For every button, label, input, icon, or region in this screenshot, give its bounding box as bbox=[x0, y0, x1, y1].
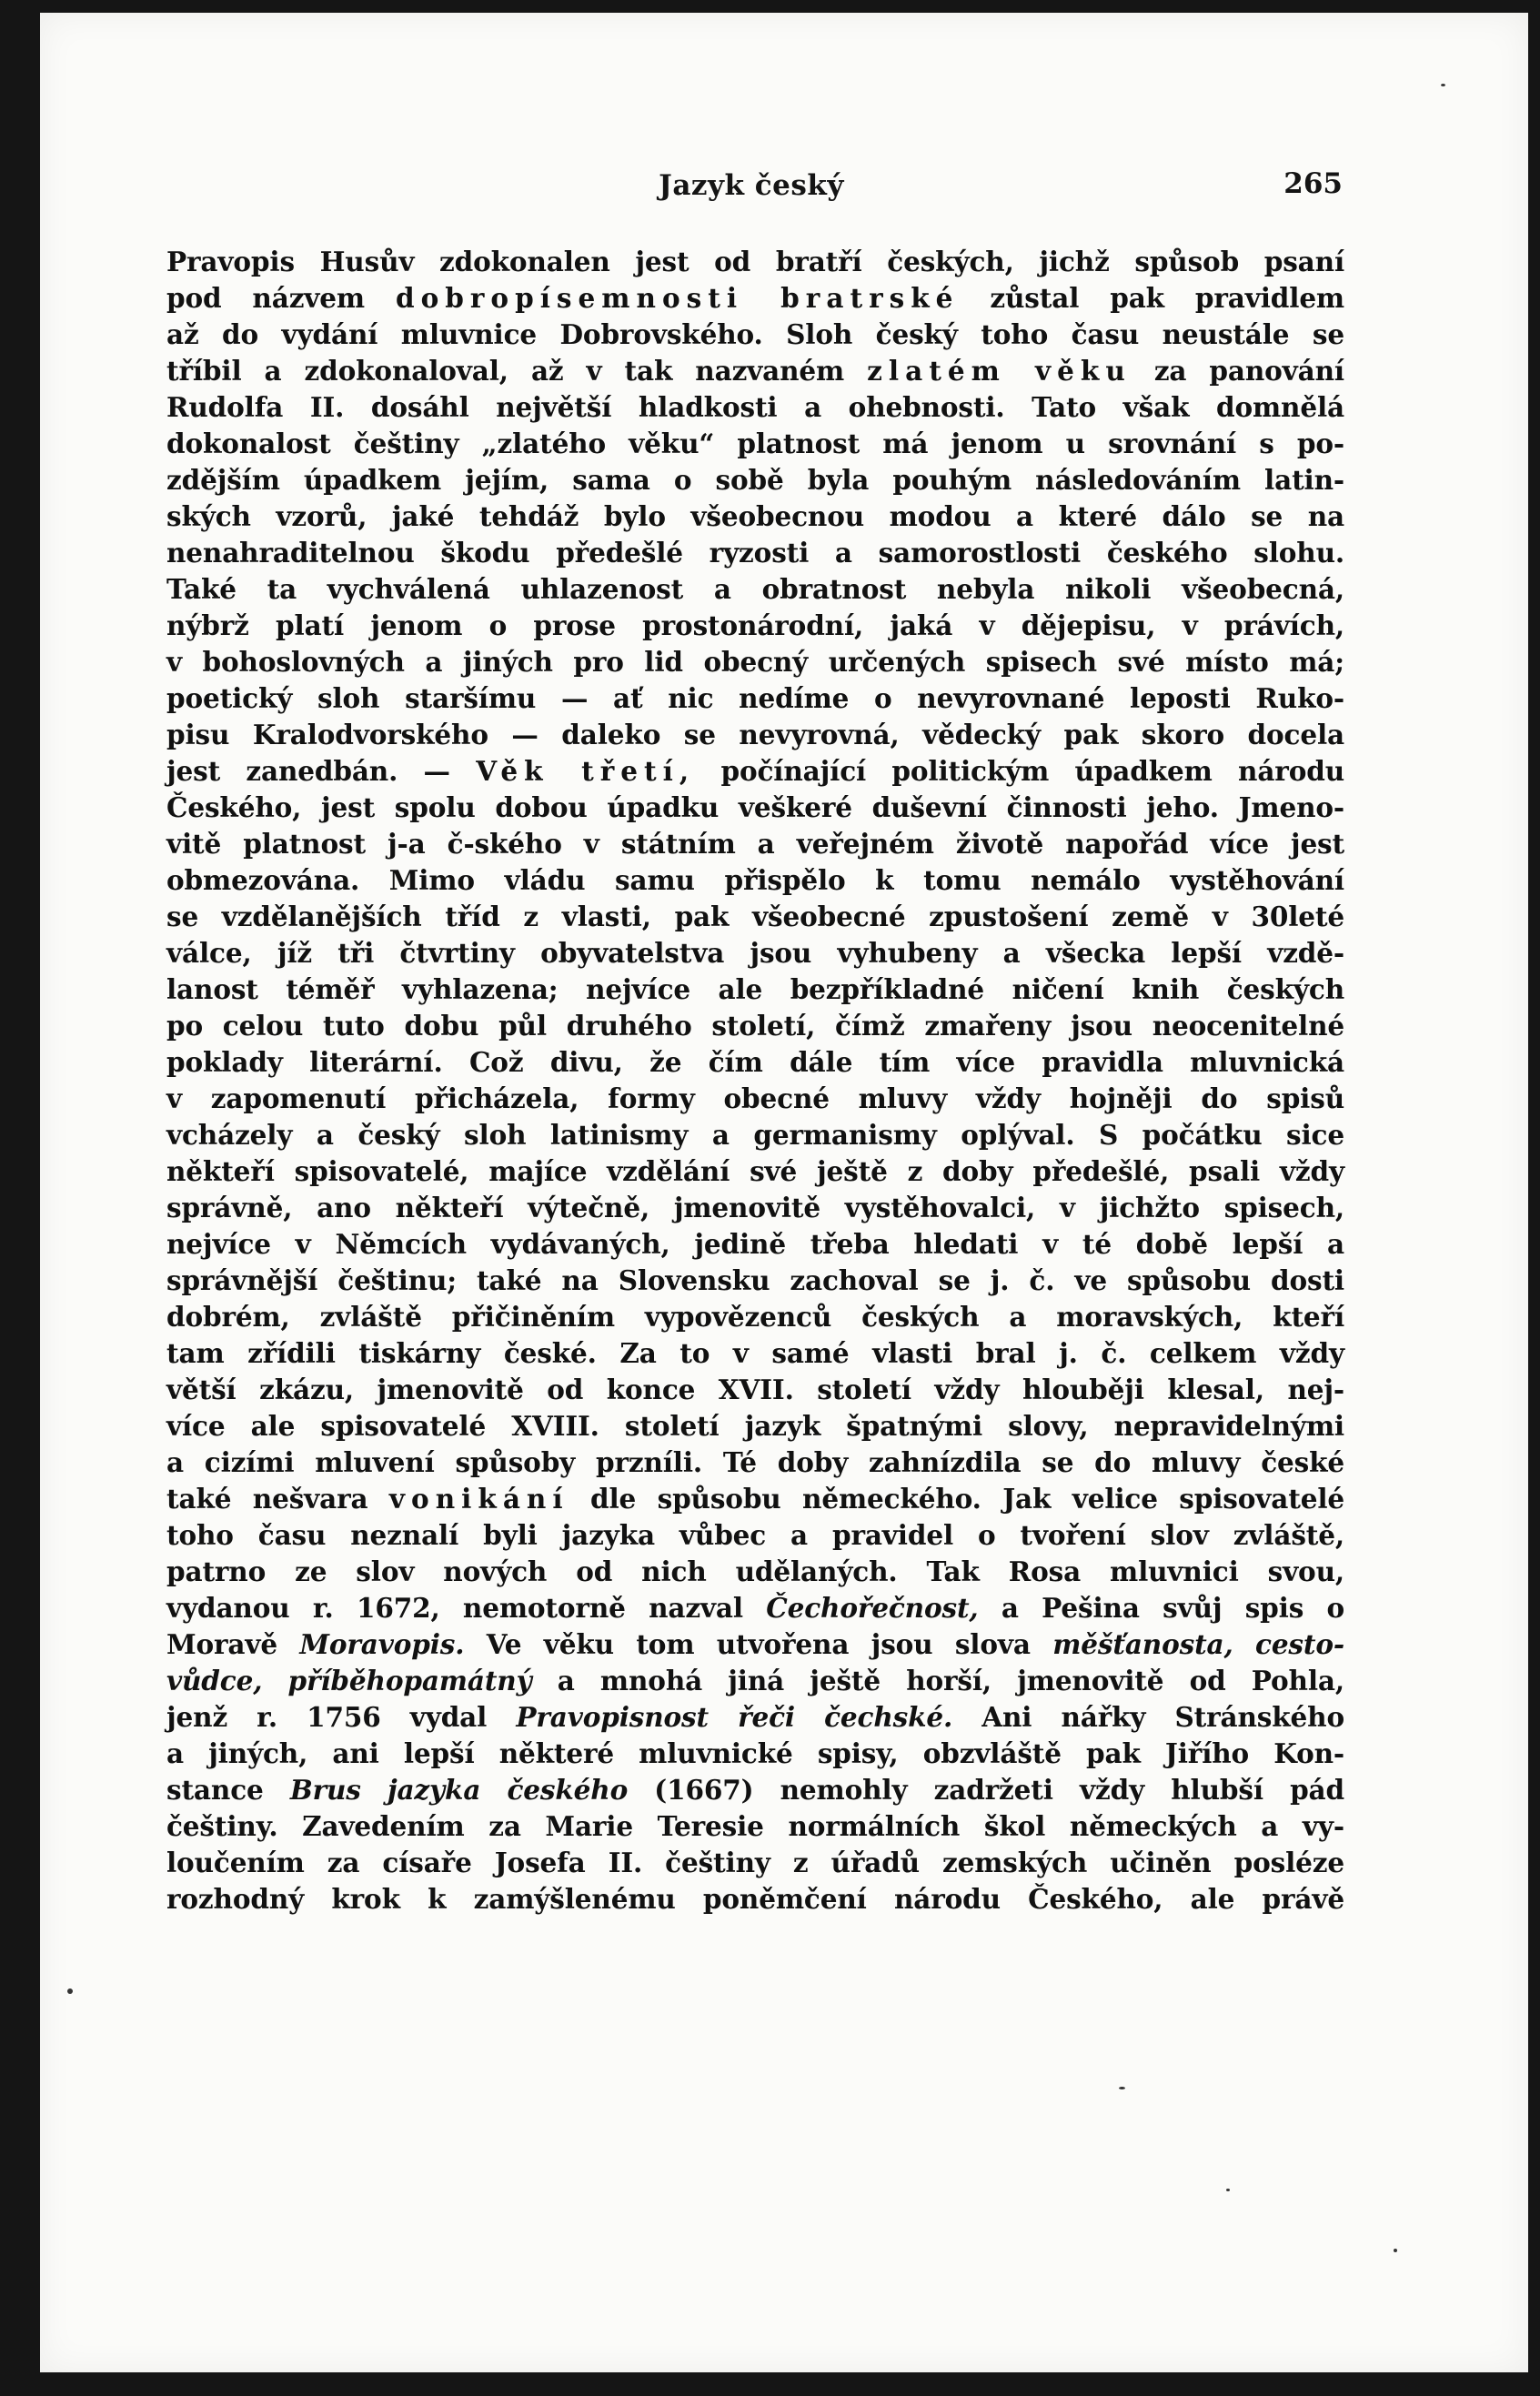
text-segment: lanost téměř vyhlazena; nejvíce ale bezpříkladné ničení knih českých bbox=[166, 973, 1344, 1005]
spaced-emphasis: Věk třetí, bbox=[476, 755, 696, 787]
text-segment: válce, jíž tři čtvrtiny obyvatelstva jsou vyhubeny a všecka lepší vzdě- bbox=[166, 937, 1344, 969]
text-line bbox=[166, 1190, 1344, 1226]
text-line bbox=[166, 1263, 1344, 1299]
spaced-emphasis: zlatém věku bbox=[867, 355, 1132, 387]
text-line bbox=[166, 1372, 1344, 1408]
text-line bbox=[166, 899, 1344, 935]
text-segment: dokonalost češtiny „zlatého věku“ platnost má jenom u srovnání s po- bbox=[166, 428, 1344, 459]
text-line bbox=[166, 1299, 1344, 1335]
text-segment: správně, ano někteří výtečně, jmenovitě vystěhovalci, v jichžto spisech, bbox=[166, 1192, 1344, 1223]
text-line bbox=[166, 790, 1344, 826]
text-segment: Také ta vychválená uhlazenost a obratnost nebyla nikoli všeobecná, bbox=[166, 573, 1344, 605]
page-speck bbox=[1119, 2087, 1125, 2089]
text-segment: Rudolfa II. dosáhl největší hladkosti a ohebnosti. Tato však domnělá bbox=[166, 391, 1344, 423]
text-segment: Ve věku tom utvořena jsou slova bbox=[464, 1628, 1053, 1660]
text-line bbox=[166, 826, 1344, 862]
text-segment: a mnohá jiná ještě horší, jmenovitě od Pohla, bbox=[531, 1665, 1344, 1696]
text-segment: až do vydání mluvnice Dobrovského. Sloh český toho času neustále se bbox=[166, 318, 1344, 350]
text-line bbox=[166, 426, 1344, 462]
text-line bbox=[166, 1044, 1344, 1081]
text-segment: Českého, jest spolu dobou úpadku veškeré duševní činnosti jeho. Jmeno- bbox=[166, 791, 1344, 823]
text-line bbox=[166, 680, 1344, 717]
text-line bbox=[166, 1881, 1344, 1918]
text-line bbox=[166, 1481, 1344, 1517]
text-segment: nýbrž platí jenom o prose prostonárodní, jaká v dějepisu, v právích, bbox=[166, 609, 1344, 641]
text-line bbox=[166, 1590, 1344, 1626]
text-line bbox=[166, 389, 1344, 426]
text-segment: někteří spisovatelé, majíce vzdělání své ještě z doby předešlé, psali vždy bbox=[166, 1155, 1344, 1187]
text-line bbox=[166, 1663, 1344, 1699]
text-line bbox=[166, 1226, 1344, 1263]
page-speck bbox=[1226, 2189, 1230, 2191]
text-segment: stance bbox=[166, 1774, 290, 1806]
text-line bbox=[166, 644, 1344, 680]
body-text bbox=[166, 244, 1344, 1918]
text-segment: poetický sloh staršímu — ať nic nedíme o nevyrovnané leposti Ruko- bbox=[166, 682, 1344, 714]
text-segment: za panování bbox=[1131, 355, 1344, 387]
running-head bbox=[160, 156, 1343, 211]
page-number: 265 bbox=[1283, 167, 1343, 200]
text-segment: tam zřídili tiskárny české. Za to v samé vlasti bral j. č. celkem vždy bbox=[166, 1337, 1344, 1369]
spaced-emphasis: vonikání bbox=[388, 1483, 569, 1515]
text-line bbox=[166, 1081, 1344, 1117]
text-segment: toho času neznalí byli jazyka vůbec a pravidel o tvoření slov zvláště, bbox=[166, 1519, 1344, 1551]
text-line bbox=[166, 317, 1344, 353]
text-segment: správnější češtinu; také na Slovensku zachoval se j. č. ve spůsobu dosti bbox=[166, 1264, 1344, 1296]
text-segment: obmezována. Mimo vládu samu přispělo k tomu nemálo vystěhování bbox=[166, 864, 1344, 896]
text-line bbox=[166, 935, 1344, 971]
text-line bbox=[166, 280, 1344, 317]
text-segment: pod názvem bbox=[166, 282, 396, 314]
italic-title: Moravopis. bbox=[299, 1628, 465, 1660]
text-line bbox=[166, 862, 1344, 899]
text-segment: ských vzorů, jaké tehdáž bylo všeobecnou modou a které dálo se na bbox=[166, 500, 1344, 532]
text-line bbox=[166, 498, 1344, 535]
text-segment: a jiných, ani lepší některé mluvnické spisy, obzvláště pak Jiřího Kon- bbox=[166, 1737, 1344, 1769]
text-line bbox=[166, 1626, 1344, 1663]
text-line bbox=[166, 1117, 1344, 1153]
text-segment: poklady literární. Což divu, že čím dále tím více pravidla mluvnická bbox=[166, 1046, 1344, 1078]
text-line bbox=[166, 1153, 1344, 1190]
page-speck bbox=[1394, 2249, 1397, 2252]
italic-title: měšťanosta, cesto- bbox=[1052, 1628, 1344, 1660]
text-segment: počínající politickým úpadkem národu bbox=[695, 755, 1345, 787]
text-line bbox=[166, 971, 1344, 1008]
text-segment: Moravě bbox=[166, 1628, 300, 1660]
text-segment: dle spůsobu německého. Jak velice spisovatelé bbox=[569, 1483, 1344, 1515]
text-segment: češtiny. Zavedením za Marie Teresie normálních škol německých a vy- bbox=[166, 1810, 1344, 1842]
text-segment: po celou tuto dobu půl druhého století, čímž zmařeny jsou neocenitelné bbox=[166, 1010, 1344, 1042]
text-segment: patrno ze slov nových od nich udělaných. Tak Rosa mluvnici svou, bbox=[166, 1555, 1344, 1587]
text-line bbox=[166, 1699, 1344, 1736]
text-line bbox=[166, 1008, 1344, 1044]
text-line bbox=[166, 1408, 1344, 1445]
text-segment: zdějším úpadkem jejím, sama o sobě byla pouhým následováním latin- bbox=[166, 464, 1344, 496]
italic-title: vůdce, příběhopamátný bbox=[166, 1665, 532, 1696]
spaced-emphasis: dobropísemnosti bratrské bbox=[395, 282, 960, 314]
text-segment: vitě platnost j-a č-ského v státním a veřejném životě napořád více jest bbox=[166, 828, 1344, 860]
text-line bbox=[166, 535, 1344, 571]
text-line bbox=[166, 1335, 1344, 1372]
text-line bbox=[166, 462, 1344, 498]
text-segment: Pravopis Husův zdokonalen jest od bratří českých, jichž spůsob psaní bbox=[166, 246, 1344, 277]
text-line bbox=[166, 1772, 1344, 1808]
text-line bbox=[166, 1517, 1344, 1554]
text-segment: dobrém, zvláště přičiněním vypovězenců českých a moravských, kteří bbox=[166, 1301, 1344, 1333]
page-speck bbox=[1441, 84, 1445, 86]
text-line bbox=[166, 353, 1344, 389]
italic-title: Pravopisnost řeči čechské. bbox=[516, 1701, 953, 1733]
text-line bbox=[166, 1736, 1344, 1772]
text-segment: tříbil a zdokonaloval, až v tak nazvaném bbox=[166, 355, 868, 387]
text-line bbox=[166, 608, 1344, 644]
running-title: Jazyk český bbox=[659, 169, 844, 202]
text-line bbox=[166, 717, 1344, 753]
text-segment: zůstal pak pravidlem bbox=[959, 282, 1344, 314]
text-line bbox=[166, 1554, 1344, 1590]
text-segment: vydanou r. 1672, nemotorně nazval bbox=[166, 1592, 767, 1624]
text-segment: se vzdělanějších tříd z vlasti, pak všeobecné zpustošení země v 30leté bbox=[166, 901, 1344, 932]
text-line bbox=[166, 1845, 1344, 1881]
text-line bbox=[166, 571, 1344, 608]
text-segment: (1667) nemohly zadržeti vždy hlubší pád bbox=[628, 1774, 1344, 1806]
text-segment: rozhodný krok k zamýšlenému poněmčení národu Českého, ale právě bbox=[166, 1883, 1344, 1915]
text-segment: a Pešina svůj spis o bbox=[978, 1592, 1344, 1624]
text-segment: pisu Kralodvorského — daleko se nevyrovná, vědecký pak skoro docela bbox=[166, 719, 1344, 750]
text-segment: v bohoslovných a jiných pro lid obecný určených spisech své místo má; bbox=[166, 646, 1344, 678]
text-segment: více ale spisovatelé XVIII. století jazyk špatnými slovy, nepravidelnými bbox=[166, 1410, 1344, 1442]
text-segment: vcházely a český sloh latinismy a germanismy oplýval. S počátku sice bbox=[166, 1119, 1344, 1151]
text-line bbox=[166, 753, 1344, 790]
text-line bbox=[166, 244, 1344, 280]
text-line bbox=[166, 1808, 1344, 1845]
text-segment: větší zkázu, jmenovitě od konce XVII. století vždy hlouběji klesal, nej- bbox=[166, 1374, 1344, 1405]
text-segment: nenahraditelnou škodu předešlé ryzosti a samorostlosti českého slohu. bbox=[166, 537, 1344, 569]
text-segment: Ani nářky Stránského bbox=[952, 1701, 1344, 1733]
text-segment: jest zanedbán. — bbox=[166, 755, 477, 787]
text-segment: nejvíce v Němcích vydávaných, jedině třeba hledati v té době lepší a bbox=[166, 1228, 1344, 1260]
text-segment: jenž r. 1756 vydal bbox=[166, 1701, 517, 1733]
page-speck bbox=[67, 1988, 73, 1994]
text-segment: také nešvara bbox=[166, 1483, 389, 1515]
text-segment: v zapomenutí přicházela, formy obecné mluvy vždy hojněji do spisů bbox=[166, 1082, 1344, 1114]
text-segment: loučením za císaře Josefa II. češtiny z úřadů zemských učiněn posléze bbox=[166, 1847, 1344, 1878]
text-line bbox=[166, 1445, 1344, 1481]
italic-title: Čechořečnost, bbox=[766, 1592, 979, 1624]
italic-title: Brus jazyka českého bbox=[289, 1774, 629, 1806]
text-segment: a cizími mluvení spůsoby przníli. Té doby zahnízdila se do mluvy české bbox=[166, 1446, 1344, 1478]
